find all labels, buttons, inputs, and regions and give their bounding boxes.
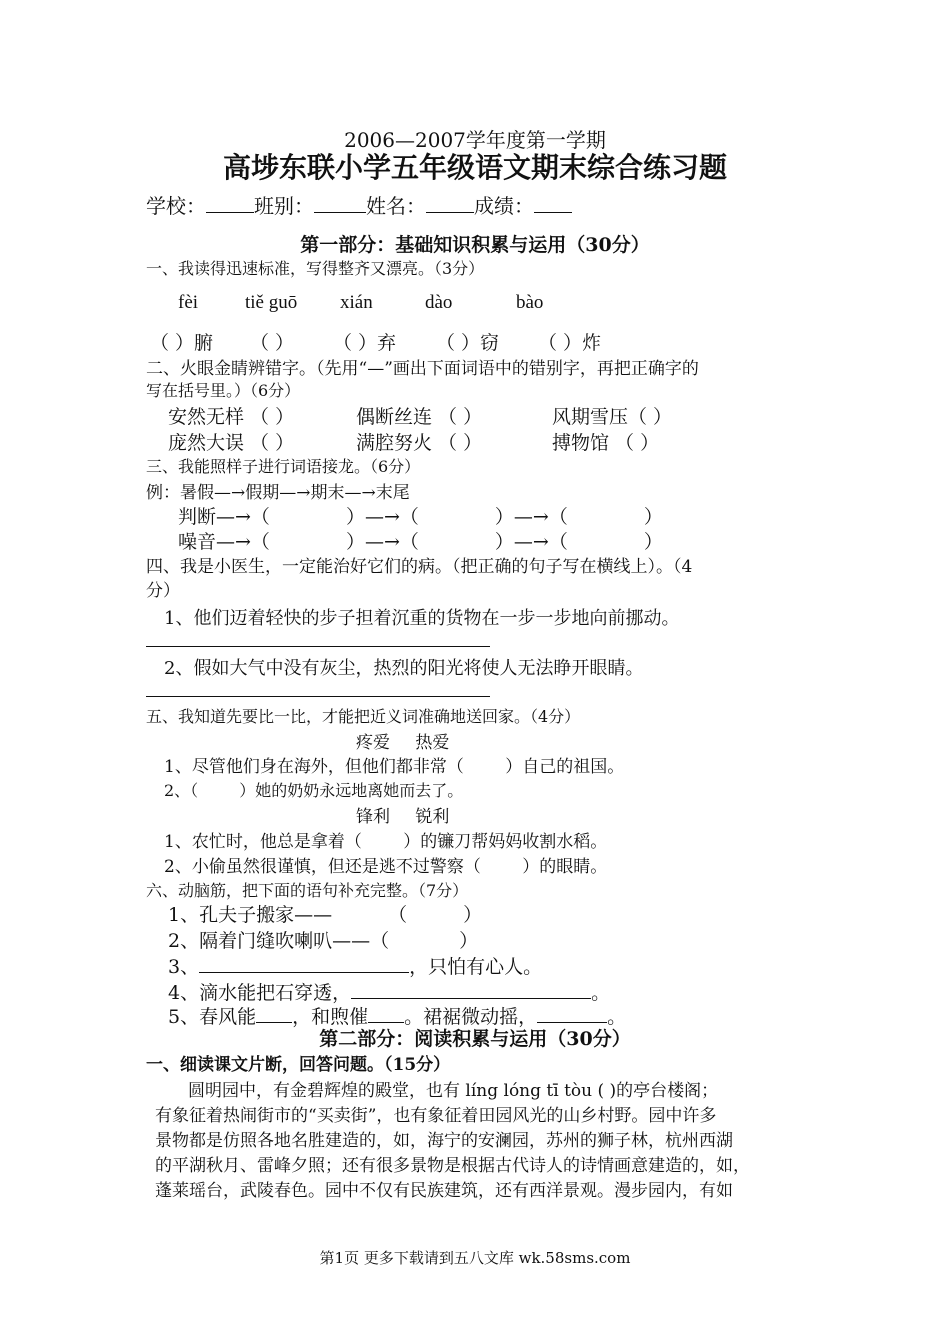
q6-s3-blank[interactable] <box>199 954 409 973</box>
q4-answer-line-2[interactable] <box>146 696 490 697</box>
q5-title: 五、我知道先要比一比，才能把近义词准确地送回家。（4分） <box>146 707 581 726</box>
q1-pinyin-4: dào <box>425 292 453 313</box>
q6-s5-part-d: 。 <box>607 1006 627 1028</box>
q2-item[interactable]: 满腔努火 （ ） <box>356 432 483 454</box>
q1-pinyin-2: tiě guō <box>245 292 298 313</box>
q2-title-line1: 二、火眼金睛辨错字。（先用“—”画出下面词语中的错别字，再把正确字的 <box>146 359 699 379</box>
exam-title: 高埗东联小学五年级语文期末综合练习题 <box>222 151 727 184</box>
q6-sentence-2[interactable]: 2、隔着门缝吹喇叭——（ ） <box>168 930 479 952</box>
q3-chain-1[interactable]: 判断—→（ ）—→（ ）—→（ ） <box>178 506 663 528</box>
q2-item[interactable]: 偶断丝连 （ ） <box>356 406 483 428</box>
q5-word-pair-1: 疼爱 热爱 <box>356 733 450 753</box>
part1-heading: 第一部分：基础知识积累与运用（30分） <box>300 234 650 256</box>
q1-pinyin-1: fèi <box>178 292 199 313</box>
q6-s5-blank-1[interactable] <box>256 1004 292 1023</box>
score-blank[interactable] <box>534 194 572 213</box>
student-info-line <box>146 190 572 219</box>
page-footer: 第1页 更多下载请到五八文库 wk.58sms.com <box>319 1249 631 1267</box>
class-blank[interactable] <box>314 194 366 213</box>
q6-s5-part-a: 5、春风能 <box>168 1006 257 1028</box>
q2-item[interactable]: 庞然大误 （ ） <box>168 432 295 454</box>
q6-s5-part-c: 。裙裾微动摇， <box>404 1006 538 1028</box>
q5-sentence-1[interactable]: 1、尽管他们身在海外，但他们都非常（ ）自己的祖国。 <box>164 757 625 777</box>
q6-s5-part-b: ，和煦催 <box>292 1006 369 1028</box>
q1-item-2[interactable]: （ ） <box>250 332 295 354</box>
q1-title: 一、我读得迅速标准，写得整齐又漂亮。（3分） <box>146 259 485 278</box>
q4-sentence-1: 1、他们迈着轻快的步子担着沉重的货物在一步一步地向前挪动。 <box>164 608 680 629</box>
part2-heading: 第二部分：阅读积累与运用（30分） <box>319 1028 631 1050</box>
passage-line-4: 的平湖秋月、雷峰夕照；还有很多景物是根据古代诗人的诗情画意建造的，如， <box>155 1156 750 1176</box>
school-label: 学校： <box>146 194 206 218</box>
q1-pinyin-5: bào <box>516 292 544 313</box>
q4-sentence-2: 2、假如大气中没有灰尘，热烈的阳光将使人无法睁开眼睛。 <box>164 658 644 679</box>
passage-line-1: 圆明园中，有金碧辉煌的殿堂，也有 líng lóng tī tòu ( )的亭台楼阁； <box>188 1081 719 1101</box>
q2-title-line2: 写在括号里。）（6分） <box>146 381 301 400</box>
q6-sentence-1[interactable]: 1、孔夫子搬家—— （ ） <box>168 904 483 926</box>
passage-line-5: 蓬莱瑶台，武陵春色。园中不仅有民族建筑，还有西洋景观。漫步园内，有如 <box>155 1181 733 1201</box>
q2-item[interactable]: 风期雪压（ ） <box>552 406 673 428</box>
q6-sentence-3 <box>168 952 542 979</box>
q1-item-3[interactable]: （ ）弃 <box>333 332 397 354</box>
q6-title: 六、动脑筋，把下面的语句补充完整。（7分） <box>146 881 469 900</box>
q6-s5-blank-2[interactable] <box>368 1004 404 1023</box>
q6-s3-prefix: 3、 <box>168 956 200 978</box>
exam-subtitle: 2006—2007学年度第一学期 <box>344 128 606 152</box>
q4-title-line1: 四、我是小医生，一定能治好它们的病。（把正确的句子写在横线上）。（4 <box>146 557 693 577</box>
q5-word-pair-2: 锋利 锐利 <box>356 807 450 827</box>
name-label: 姓名： <box>366 194 426 218</box>
passage-line-3: 景物都是仿照各地名胜建造的，如，海宁的安澜园，苏州的狮子林，杭州西湖 <box>155 1131 733 1151</box>
q1-item-4[interactable]: （ ）窃 <box>436 332 500 354</box>
q6-s3-suffix: ，只怕有心人。 <box>409 956 543 978</box>
q6-s4-suffix: 。 <box>591 982 611 1004</box>
q3-title: 三、我能照样子进行词语接龙。（6分） <box>146 457 421 476</box>
q6-s5-blank-3[interactable] <box>537 1004 607 1023</box>
q3-example: 例：暑假—→假期—→期末—→末尾 <box>146 483 410 503</box>
q2-item[interactable]: 搏物馆 （ ） <box>552 432 660 454</box>
passage-line-2: 有象征着热闹街市的“买卖街”，也有象征着田园风光的山乡村野。园中许多 <box>155 1106 717 1126</box>
q4-title-line2: 分） <box>146 581 180 601</box>
q6-s4-prefix: 4、滴水能把石穿透， <box>168 982 352 1004</box>
part2-q1-title: 一、细读课文片断，回答问题。（15分） <box>146 1055 451 1075</box>
q5-sentence-3[interactable]: 1、农忙时，他总是拿着（ ）的镰刀帮妈妈收割水稻。 <box>164 832 608 852</box>
class-label: 班别： <box>254 194 314 218</box>
q6-s4-blank[interactable] <box>351 980 591 999</box>
name-blank[interactable] <box>426 194 474 213</box>
q6-sentence-4 <box>168 978 610 1005</box>
school-blank[interactable] <box>206 194 254 213</box>
q5-sentence-4[interactable]: 2、小偷虽然很谨慎，但还是逃不过警察（ ）的眼睛。 <box>164 857 608 877</box>
q1-item-1[interactable]: （ ）腑 <box>150 332 214 354</box>
q5-sentence-2[interactable]: 2、（ ）她的奶奶永远地离她而去了。 <box>164 781 464 800</box>
q3-chain-2[interactable]: 噪音—→（ ）—→（ ）—→（ ） <box>178 531 663 553</box>
q4-answer-line-1[interactable] <box>146 646 490 647</box>
q1-pinyin-3: xián <box>340 292 373 313</box>
q1-item-5[interactable]: （ ）炸 <box>538 332 602 354</box>
q2-item[interactable]: 安然无样 （ ） <box>168 406 295 428</box>
score-label: 成绩： <box>474 194 534 218</box>
